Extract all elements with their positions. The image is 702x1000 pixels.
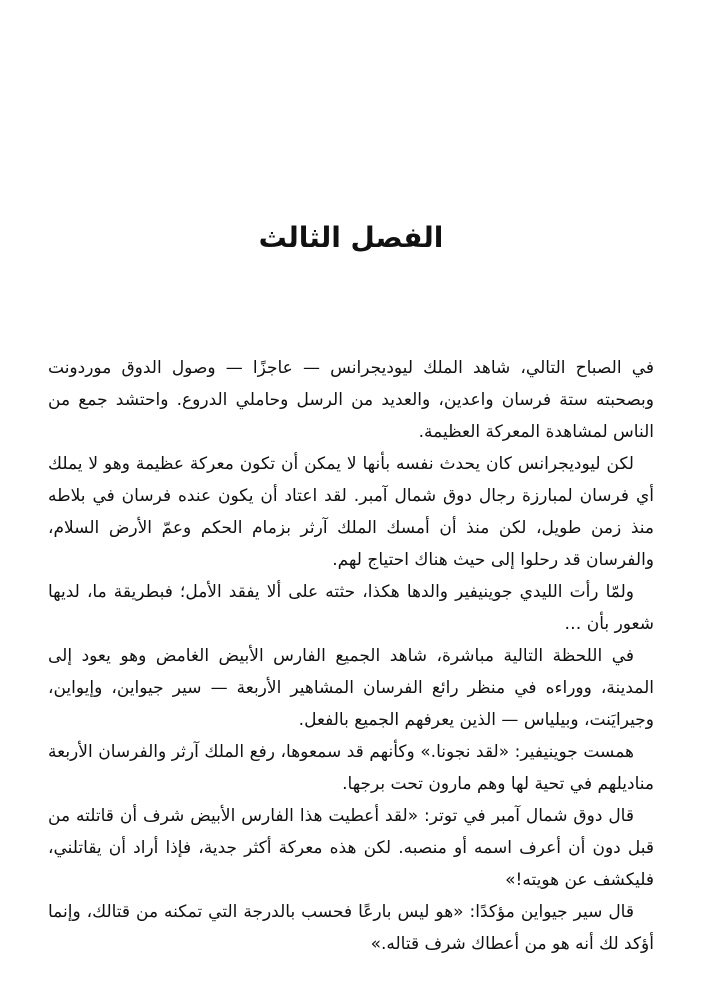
chapter-title: الفصل الثالث: [258, 221, 444, 254]
paragraph: همست جوينيفير: «لقد نجونا.» وكأنهم قد سمعوها، رفع الملك آرثر والفرسان الأربعة مناديلهم في تحية لها وهم مارون تحت برجها.: [48, 742, 654, 794]
paragraph: لكن ليوديجرانس كان يحدث نفسه بأنها لا يمكن أن تكون معركة عظيمة وهو لا يملك أي فرسان لمبارزة رجال دوق شمال آمبر. لقد اعتاد أن يكون عنده فرسان في بلاطه منذ زمن طويل، لكن منذ أن أمسك الملك آرثر بزمام الحكم وعمّ الأرض السلام، والفرسان قد رحلوا إلى حيث هناك احتياج لهم.: [48, 454, 654, 570]
paragraph: في اللحظة التالية مباشرة، شاهد الجميع الفارس الأبيض الغامض وهو يعود إلى المدينة، ووراءه في منظر رائع الفرسان المشاهير الأربعة — سير جيواين، وإيواين، وجيرايَنت، وبيلياس — الذين يعرفهم الجميع بالفعل.: [48, 646, 654, 730]
paragraph: ولمّا رأت الليدي جوينيفير والدها هكذا، حثته على ألا يفقد الأمل؛ فبطريقة ما، لديها شعور بأن …: [48, 582, 654, 634]
paragraph: قال دوق شمال آمبر في توتر: «لقد أعطيت هذا الفارس الأبيض شرف أن قاتلته من قبل دون أن أعرف اسمه أو منصبه. لكن هذه معركة أكثر جدية، فإذا أراد أن يقاتلني، فليكشف عن هويته!»: [48, 806, 654, 890]
paragraph: في الصباح التالي، شاهد الملك ليوديجرانس — عاجزًا — وصول الدوق موردونت وبصحبته ستة فرسان واعدين، والعديد من الرسل وحاملي الدروع. واحتشد جمع من الناس لمشاهدة المعركة العظيمة.: [48, 358, 654, 442]
chapter-body: [48, 352, 654, 960]
paragraph: قال سير جيواين مؤكدًا: «هو ليس بارعًا فحسب بالدرجة التي تمكنه من قتالك، وإنما أؤكد لك أنه هو من أعطاك شرف قتاله.»: [48, 902, 654, 954]
